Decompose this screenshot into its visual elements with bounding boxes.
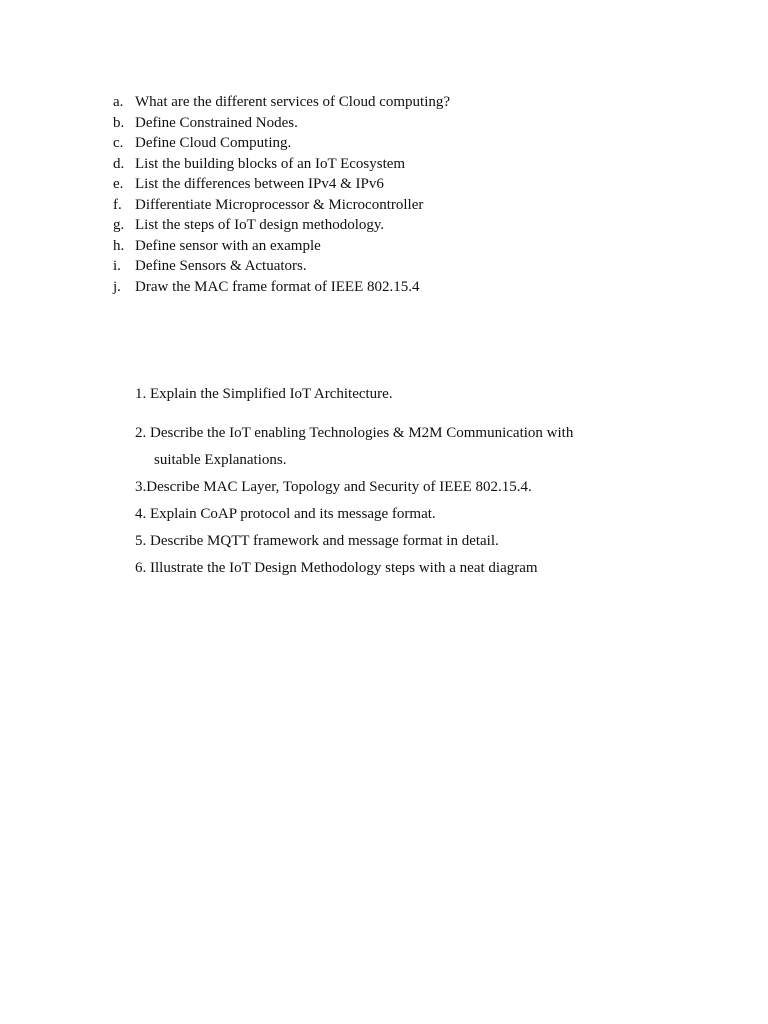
list-marker: d. bbox=[113, 155, 125, 172]
question-text: 5. Describe MQTT framework and message format in detail. bbox=[135, 533, 499, 549]
question-text: Draw the MAC frame format of IEEE 802.15.4 bbox=[135, 278, 420, 295]
list-item bbox=[113, 133, 450, 154]
list-marker: i. bbox=[113, 258, 121, 274]
list-marker: f. bbox=[113, 196, 122, 213]
list-marker: c. bbox=[113, 135, 124, 151]
list-item bbox=[113, 215, 450, 236]
question-continuation: suitable Explanations. bbox=[154, 452, 287, 468]
question-text: Define Sensors & Actuators. bbox=[135, 258, 307, 274]
list-item bbox=[113, 256, 450, 277]
list-item bbox=[113, 154, 450, 175]
list-marker: j. bbox=[113, 278, 121, 295]
list-item bbox=[135, 528, 573, 555]
question-text: What are the different services of Cloud computing? bbox=[135, 94, 451, 110]
list-item bbox=[135, 474, 573, 501]
list-item bbox=[113, 277, 450, 298]
question-text: 4. Explain CoAP protocol and its message format. bbox=[135, 506, 436, 522]
list-marker: g. bbox=[113, 217, 125, 233]
list-item bbox=[135, 381, 573, 408]
list-item bbox=[113, 174, 450, 195]
list-item bbox=[113, 92, 450, 113]
list-item bbox=[113, 236, 450, 257]
list-item bbox=[135, 555, 573, 582]
question-text: Define Constrained Nodes. bbox=[135, 114, 298, 131]
list-marker: h. bbox=[113, 237, 125, 254]
question-text: Define Cloud Computing. bbox=[135, 135, 292, 151]
question-text: 1. Explain the Simplified IoT Architecture. bbox=[135, 386, 393, 402]
question-text: List the building blocks of an IoT Ecosystem bbox=[135, 155, 406, 172]
question-text: List the differences between IPv4 & IPv6 bbox=[135, 176, 384, 192]
list-marker: e. bbox=[113, 176, 124, 192]
question-text: Differentiate Microprocessor & Microcontroller bbox=[135, 196, 424, 213]
list-item bbox=[135, 420, 573, 474]
list-item bbox=[113, 113, 450, 134]
question-text: Define sensor with an example bbox=[135, 237, 321, 254]
long-questions-list bbox=[135, 381, 573, 582]
list-marker: a. bbox=[113, 94, 124, 110]
list-marker: b. bbox=[113, 114, 125, 131]
list-item bbox=[113, 195, 450, 216]
question-text: 3.Describe MAC Layer, Topology and Security of IEEE 802.15.4. bbox=[135, 479, 532, 495]
question-text: List the steps of IoT design methodology. bbox=[135, 217, 385, 233]
list-item bbox=[135, 501, 573, 528]
short-questions-list bbox=[113, 92, 450, 297]
question-text: 6. Illustrate the IoT Design Methodology steps with a neat diagram bbox=[135, 560, 538, 576]
question-text: 2. Describe the IoT enabling Technologies & M2M Communication with bbox=[135, 425, 574, 441]
